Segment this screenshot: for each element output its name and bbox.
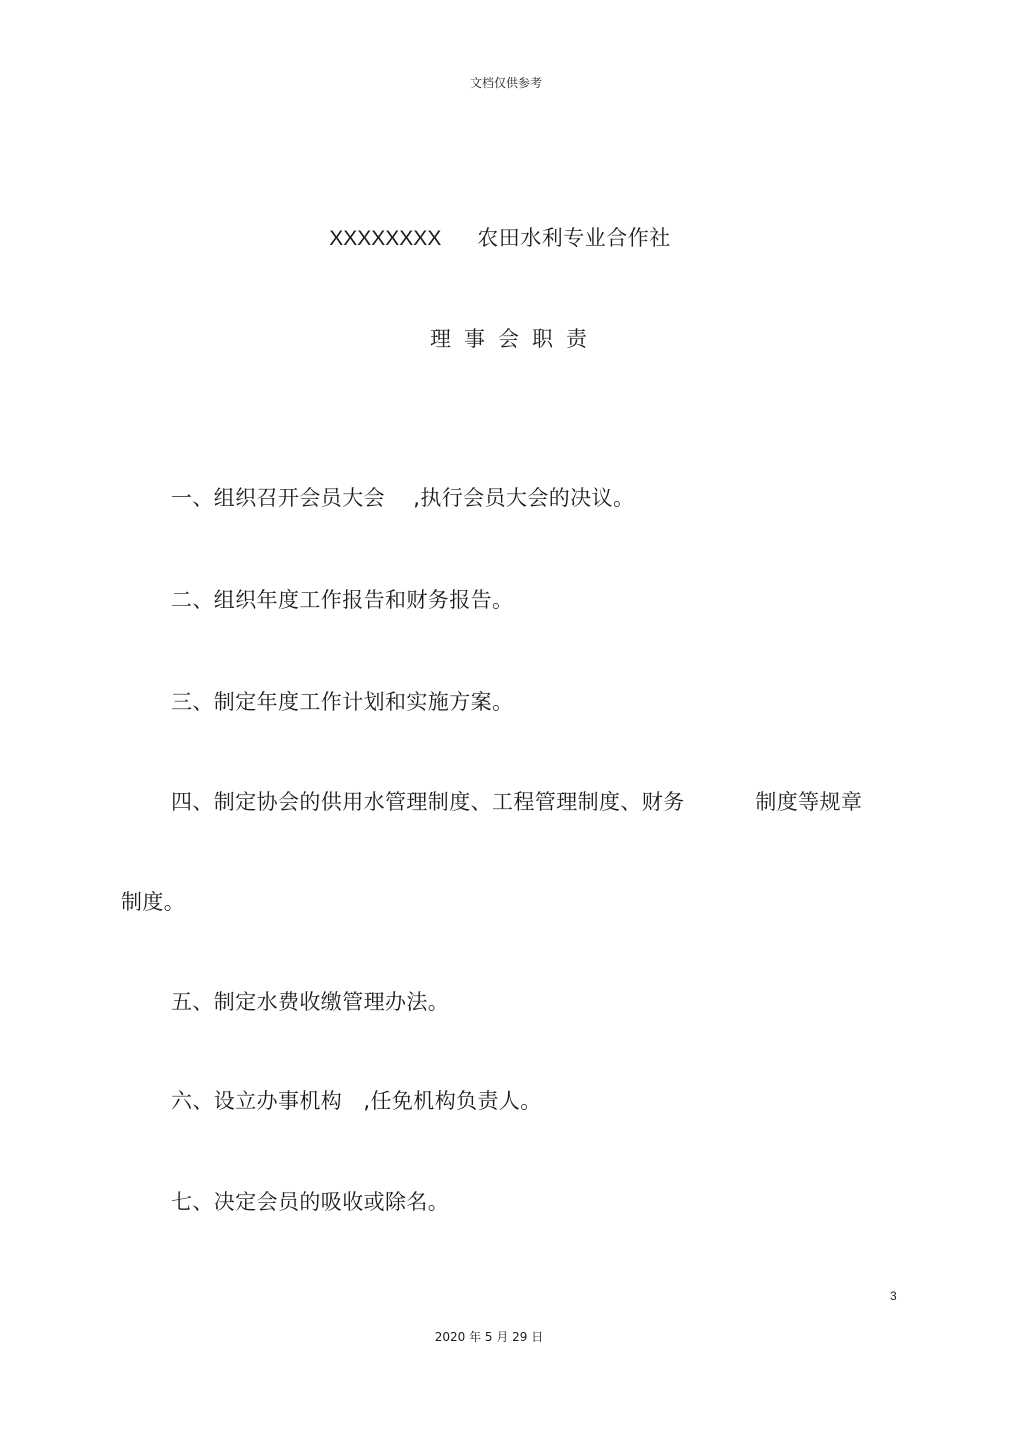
- duty-item-3: 三、制定年度工作计划和实施方案。: [171, 690, 514, 714]
- duty-item-7: 七、决定会员的吸收或除名。: [171, 1190, 450, 1214]
- document-title: [0, 222, 1000, 252]
- duty-item-6: 六、设立办事机构 ,任免机构负责人。: [171, 1089, 542, 1113]
- header-note: 文档仅供参考: [469, 76, 542, 90]
- duty-item-2: 二、组织年度工作报告和财务报告。: [171, 588, 514, 612]
- title-org-code: XXXXXXXX: [329, 227, 442, 250]
- duty-item-5: 五、制定水费收缴管理办法。: [171, 990, 450, 1014]
- duty-item-4: 四、制定协会的供用水管理制度、工程管理制度、财务 制度等规章: [171, 790, 863, 814]
- document-subtitle: 理事会职责: [430, 327, 600, 351]
- page-number: 3: [890, 1289, 897, 1303]
- footer-date: 2020 年 5 月 29 日: [434, 1330, 544, 1344]
- duty-item-4-continuation: 制度。: [121, 890, 186, 914]
- duty-item-1: 一、组织召开会员大会 ,执行会员大会的决议。: [171, 486, 635, 510]
- title-org-name: 农田水利专业合作社: [477, 226, 671, 250]
